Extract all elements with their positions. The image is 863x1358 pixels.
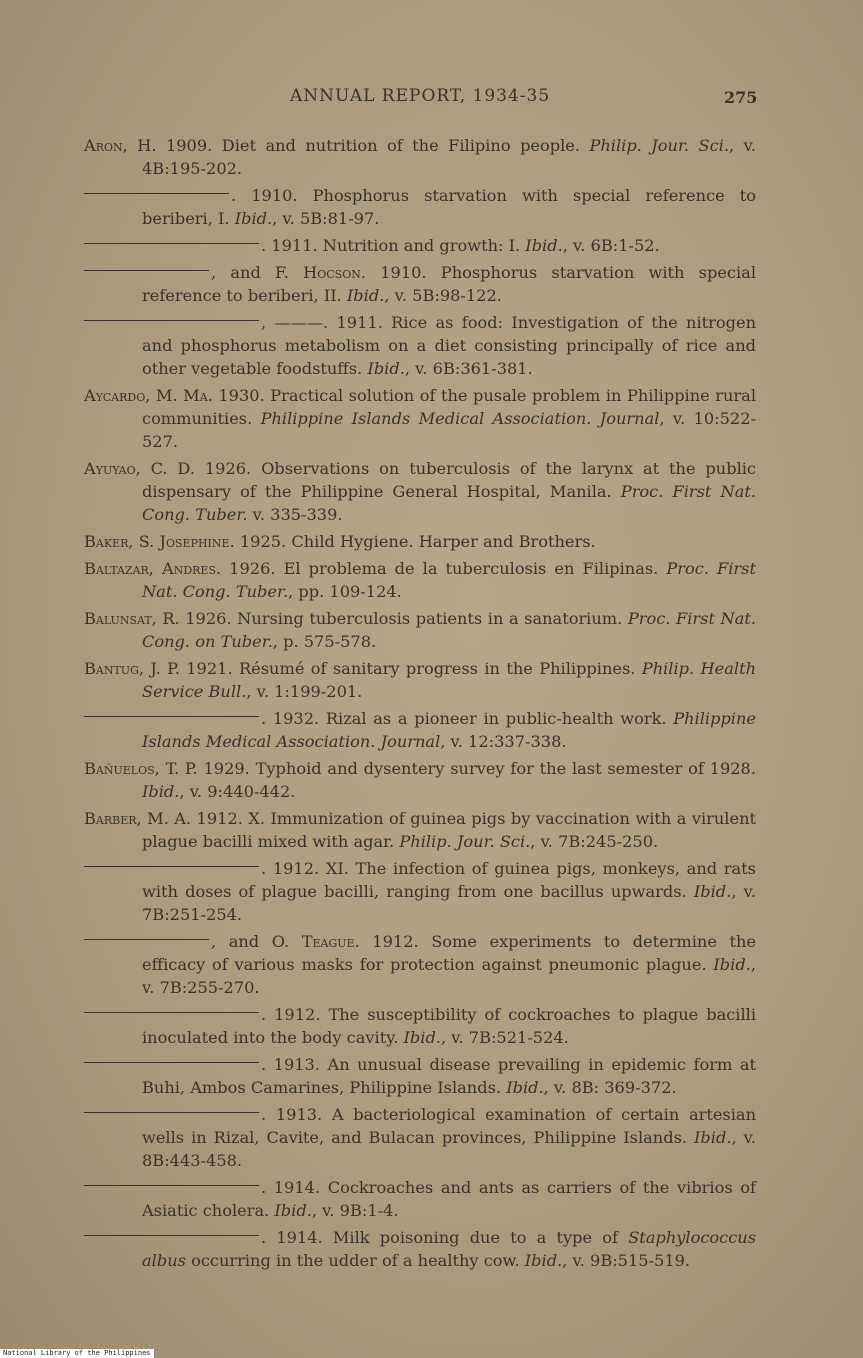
entry-text: , v. 7B:245-250. — [530, 832, 659, 851]
author-name: Aron — [84, 136, 123, 155]
bibliography-entry — [84, 1176, 756, 1222]
journal-title: Ibid. — [524, 1251, 563, 1270]
entry-text: , ———. 1911. Rice as food: Investigation of the nitrogen and phosphorus metabolism on a diet consisting principally of rice and other vegetable foodstuffs. — [142, 313, 756, 378]
bibliography-entry — [84, 607, 756, 653]
journal-title: Proc. First Nat. Cong. Tuber. — [142, 482, 756, 524]
entry-text: . 1926. El problema de la tuberculosis en Filipinas. — [215, 559, 667, 578]
author-name: Andres — [162, 559, 216, 578]
entry-text: v. 335-339. — [247, 505, 343, 524]
ditto-rule — [84, 866, 259, 867]
bibliography-entry — [84, 557, 756, 603]
journal-title: Philip. Jour. Sci. — [399, 832, 531, 851]
entry-text: occurring in the udder of a healthy cow. — [185, 1251, 525, 1270]
journal-title: Proc. First Nat. Cong. Tuber. — [142, 559, 756, 601]
entry-text: , v. 10:522-527. — [142, 409, 756, 451]
bibliography-entry — [84, 261, 756, 307]
author-name: Baltazar — [84, 559, 149, 578]
author-name: Baker — [84, 532, 129, 551]
entry-text: , — [148, 559, 162, 578]
bibliography-entry — [84, 657, 756, 703]
bibliography-entry — [84, 757, 756, 803]
entry-text: , M. — [145, 386, 184, 405]
ditto-rule — [84, 193, 229, 194]
ditto-rule — [84, 243, 259, 244]
entry-text: . 1910. Phosphorus starvation with special reference to beriberi, II. — [142, 263, 756, 305]
bibliography-entry — [84, 1226, 756, 1272]
bibliography-entry — [84, 930, 756, 999]
journal-title: Staphylococcus albus — [142, 1228, 756, 1270]
author-name: Teague — [301, 932, 355, 951]
library-credit: National Library of the Philippines — [0, 1349, 154, 1358]
entry-text: , H. 1909. Diet and nutrition of the Filipino people. — [122, 136, 590, 155]
running-header — [0, 86, 863, 114]
bibliography-entry — [84, 457, 756, 526]
author-name: Ayuyao — [84, 459, 136, 478]
journal-title: Ibid. — [274, 1201, 312, 1220]
journal-title: Ibid. — [142, 782, 180, 801]
entry-text: , v. 9B:515-519. — [562, 1251, 691, 1270]
ditto-rule — [84, 1235, 259, 1236]
entry-text: , v. 7B:521-524. — [440, 1028, 569, 1047]
author-name: Hocson — [303, 263, 361, 282]
entry-text: . 1932. Rizal as a pioneer in public-health work. — [261, 709, 674, 728]
entry-text: , R. 1926. Nursing tuberculosis patients in a sanatorium. — [151, 609, 628, 628]
entry-text: . 1912. Some experiments to determine the efficacy of various masks for protection against pneumonic plague. — [142, 932, 756, 974]
bibliography-entry — [84, 184, 756, 230]
entry-text: , v. 4B:195-202. — [142, 136, 756, 178]
journal-title: Ibid. — [234, 209, 273, 228]
journal-title: Philip. Jour. Sci. — [589, 136, 730, 155]
entry-text: . 1912. XI. The infection of guinea pigs, monkeys, and rats with doses of plague bacilli, ranging from one bacillus upwards. — [142, 859, 756, 901]
author-name: Balunsat — [84, 609, 152, 628]
entry-text: , v. 8B:443-458. — [142, 1128, 756, 1170]
ditto-rule — [84, 1012, 259, 1013]
entry-text: . 1925. Child Hygiene. Harper and Brothers. — [229, 532, 596, 551]
entry-text: , v. 6B:1-52. — [562, 236, 660, 255]
entry-text: . 1913. A bacteriological examination of certain artesian wells in Rizal, Cavite, and Bulacan provinces, Philippine Islands. — [142, 1105, 756, 1147]
bibliography-entry — [84, 807, 756, 853]
bibliography-list — [84, 134, 756, 1276]
journal-title: Ibid. — [694, 1128, 732, 1147]
journal-title: Philippine Islands Medical Association. Journal — [142, 709, 756, 751]
ditto-rule — [84, 716, 259, 717]
entry-text: , v. 5B:98-122. — [384, 286, 502, 305]
page-number: 275 — [724, 88, 758, 107]
ditto-rule — [84, 1062, 259, 1063]
journal-title: Ibid. — [525, 236, 563, 255]
journal-title: Ibid. — [693, 882, 732, 901]
entry-text: , v. 5B:81-97. — [272, 209, 380, 228]
bibliography-entry — [84, 134, 756, 180]
entry-text: . 1914. Cockroaches and ants as carriers of the vibrios of Asiatic cholera. — [142, 1178, 756, 1220]
entry-text: , v. 12:337-338. — [440, 732, 567, 751]
bibliography-entry — [84, 1103, 756, 1172]
author-name: Ma — [183, 386, 208, 405]
entry-text: , v. 8B: 369-372. — [543, 1078, 677, 1097]
author-name: Aycardo — [84, 386, 146, 405]
journal-title: Ibid. — [403, 1028, 441, 1047]
entry-text: . 1930. Practical solution of the pusale problem in Philippine rural communities. — [142, 386, 756, 428]
ditto-rule — [84, 939, 209, 940]
bibliography-entry — [84, 1003, 756, 1049]
entry-text: . 1912. The susceptibility of cockroaches to plague bacilli inoculated into the body cavity. — [142, 1005, 756, 1047]
entry-text: . 1911. Nutrition and growth: I. — [261, 236, 526, 255]
journal-title: Ibid. — [367, 359, 405, 378]
entry-text: , S. — [128, 532, 160, 551]
entry-text: , and O. — [211, 932, 302, 951]
author-name: Barber — [84, 809, 137, 828]
bibliography-entry — [84, 384, 756, 453]
ditto-rule — [84, 270, 209, 271]
bibliography-entry — [84, 707, 756, 753]
bibliography-entry — [84, 530, 756, 553]
bibliography-entry — [84, 857, 756, 926]
ditto-rule — [84, 1112, 259, 1113]
bibliography-entry — [84, 234, 756, 257]
journal-title: Philip. Health Service Bull. — [142, 659, 756, 701]
bibliography-entry — [84, 311, 756, 380]
entry-text: , J. P. 1921. Résumé of sanitary progress in the Philippines. — [138, 659, 642, 678]
entry-text: , v. 9B:1-4. — [311, 1201, 399, 1220]
journal-title: Ibid. — [506, 1078, 544, 1097]
report-title: ANNUAL REPORT, 1934-35 — [290, 86, 551, 106]
entry-text: , v. 7B:251-254. — [142, 882, 756, 924]
entry-text: , v. 6B:361-381. — [404, 359, 533, 378]
entry-text: , pp. 109-124. — [288, 582, 402, 601]
entry-text: , T. P. 1929. Typhoid and dysentery survey for the last semester of 1928. — [154, 759, 756, 778]
entry-text: . 1914. Milk poisoning due to a type of — [261, 1228, 629, 1247]
entry-text: , v. 9:440-442. — [179, 782, 296, 801]
author-name: Bañuelos — [84, 759, 155, 778]
entry-text: , v. 7B:255-270. — [142, 955, 756, 997]
entry-text: , C. D. 1926. Observations on tuberculosis of the larynx at the public dispensary of the Philippine General Hospital, Manila. — [135, 459, 756, 501]
entry-text: , p. 575-578. — [272, 632, 377, 651]
journal-title: Ibid. — [713, 955, 751, 974]
author-name: Josephine — [159, 532, 230, 551]
ditto-rule — [84, 320, 259, 321]
entry-text: , M. A. 1912. X. Immunization of guinea pigs by vaccination with a virulent plague bacilli mixed with agar. — [136, 809, 756, 851]
entry-text: , and F. — [211, 263, 304, 282]
ditto-rule — [84, 1185, 259, 1186]
entry-text: . 1913. An unusual disease prevailing in epidemic form at Buhi, Ambos Camarines, Philippine Islands. — [142, 1055, 756, 1097]
journal-title: Philippine Islands Medical Association. Journal — [260, 409, 660, 428]
author-name: Bantug — [84, 659, 139, 678]
entry-text: . 1910. Phosphorus starvation with special reference to beriberi, I. — [142, 186, 756, 228]
journal-title: Ibid. — [346, 286, 385, 305]
journal-title: Proc. First Nat. Cong. on Tuber. — [142, 609, 756, 651]
bibliography-entry — [84, 1053, 756, 1099]
entry-text: , v. 1:199-201. — [246, 682, 363, 701]
